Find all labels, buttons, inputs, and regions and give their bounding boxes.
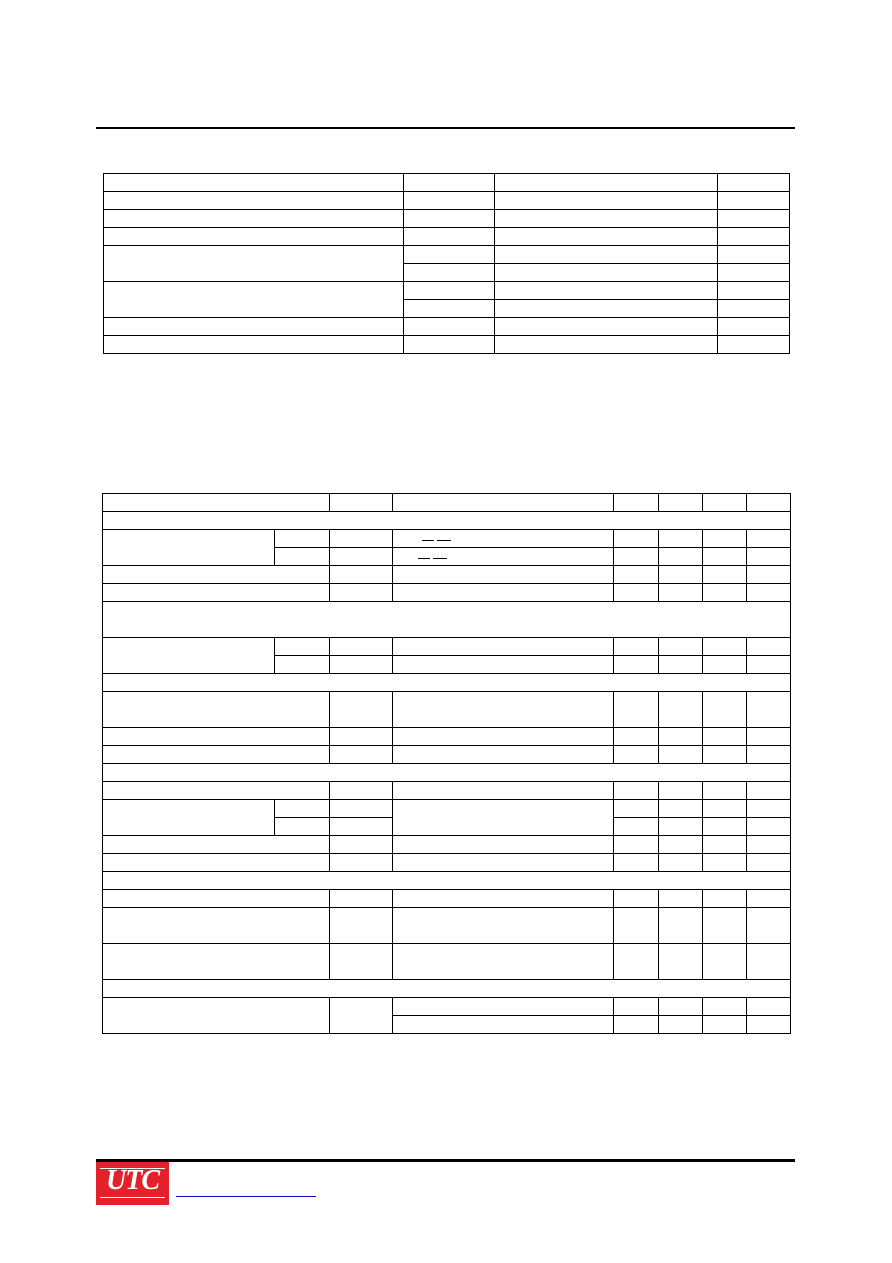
- table-row: [103, 854, 791, 872]
- utc-logo: [96, 1162, 169, 1205]
- table-row: [103, 530, 791, 548]
- table-row: [103, 584, 791, 602]
- table-row: [103, 638, 791, 656]
- footer-link[interactable]: [176, 1186, 316, 1197]
- logo-text: UTC: [106, 1165, 159, 1196]
- table-row: [103, 836, 791, 854]
- footer-rule: [96, 1159, 795, 1162]
- table-row: [104, 192, 790, 210]
- electrical-characteristics-table: [102, 493, 791, 1034]
- header-rule: [96, 127, 795, 129]
- section-row: [103, 674, 791, 692]
- table-row: [103, 746, 791, 764]
- section-row: [103, 872, 791, 890]
- section-row: [103, 602, 791, 638]
- table-row: [103, 728, 791, 746]
- table-row: [104, 336, 790, 354]
- table-row: [103, 890, 791, 908]
- section-row: [103, 980, 791, 998]
- table-row: [104, 246, 790, 264]
- table-row: [103, 494, 791, 512]
- absolute-ratings-table: [103, 173, 790, 354]
- table-row: [103, 566, 791, 584]
- table-row: [103, 692, 791, 728]
- table-row: [104, 174, 790, 192]
- table-row: [104, 282, 790, 300]
- table-row: [103, 944, 791, 980]
- section-row: [103, 764, 791, 782]
- table-row: [103, 800, 791, 818]
- table-row: [104, 210, 790, 228]
- table-row: [104, 318, 790, 336]
- overline-mark: [418, 558, 430, 559]
- table-row: [103, 998, 791, 1016]
- table-row: [104, 228, 790, 246]
- section-row: [103, 512, 791, 530]
- table-row: [103, 782, 791, 800]
- table-row: [103, 908, 791, 944]
